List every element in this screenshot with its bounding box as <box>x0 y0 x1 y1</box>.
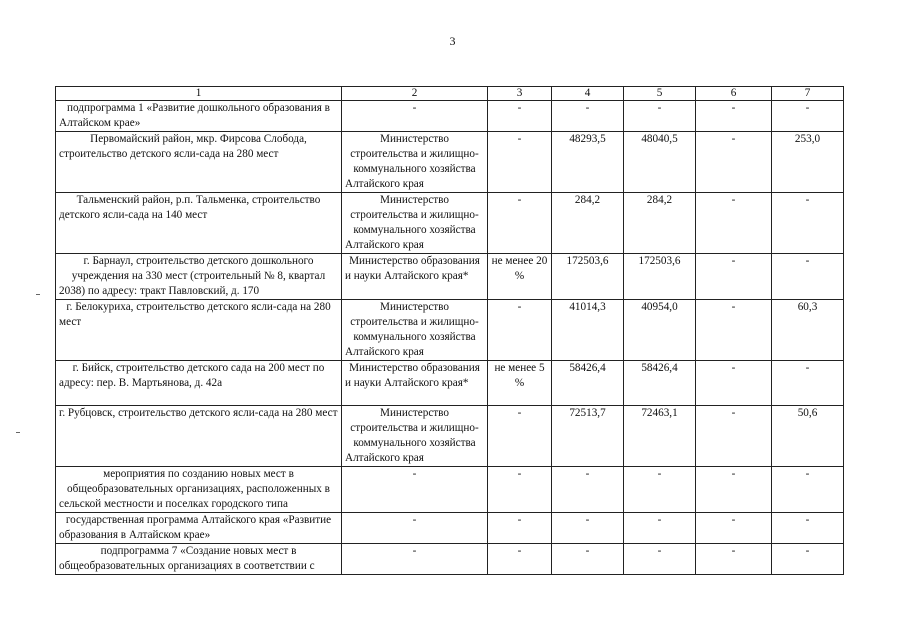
column-header: 7 <box>772 87 844 101</box>
column-header: 2 <box>342 87 488 101</box>
share-cell: не менее 20 % <box>488 254 552 300</box>
share-cell: не менее 5 % <box>488 361 552 406</box>
item-name: мероприятия по созданию новых мест в общеобразовательных организациях, расположенных в сельской местности и поселках городского типа <box>56 467 342 513</box>
value-cell: - <box>552 513 624 544</box>
responsible-cell: Министерство строительства и жилищно-коммунального хозяйства Алтайского края <box>342 406 488 467</box>
responsible-cell: Министерство строительства и жилищно-коммунального хозяйства Алтайского края <box>342 132 488 193</box>
share-cell: - <box>488 467 552 513</box>
value-cell: - <box>696 193 772 254</box>
table-row <box>56 300 844 361</box>
share-cell: - <box>488 101 552 132</box>
item-name: подпрограмма 1 «Развитие дошкольного образования в Алтайском крае» <box>56 101 342 132</box>
item-name: Тальменский район, р.п. Тальменка, строительство детского ясли-сада на 140 мест <box>56 193 342 254</box>
responsible-cell: - <box>342 101 488 132</box>
value-cell: - <box>552 467 624 513</box>
item-name: Первомайский район, мкр. Фирсова Слобода, строительство детского ясли-сада на 280 мест <box>56 132 342 193</box>
table-row <box>56 254 844 300</box>
column-header: 6 <box>696 87 772 101</box>
share-cell: - <box>488 193 552 254</box>
item-name: государственная программа Алтайского края «Развитие образования в Алтайском крае» <box>56 513 342 544</box>
value-cell: 48040,5 <box>624 132 696 193</box>
value-cell: - <box>772 513 844 544</box>
value-cell: 40954,0 <box>624 300 696 361</box>
value-cell: 60,3 <box>772 300 844 361</box>
program-table <box>55 86 844 575</box>
share-cell: - <box>488 544 552 575</box>
value-cell: - <box>772 467 844 513</box>
value-cell: - <box>696 254 772 300</box>
value-cell: - <box>696 467 772 513</box>
value-cell: - <box>772 254 844 300</box>
value-cell: 58426,4 <box>552 361 624 406</box>
value-cell: 58426,4 <box>624 361 696 406</box>
value-cell: 72513,7 <box>552 406 624 467</box>
value-cell: 72463,1 <box>624 406 696 467</box>
value-cell: 284,2 <box>624 193 696 254</box>
value-cell: - <box>696 544 772 575</box>
share-cell: - <box>488 406 552 467</box>
value-cell: - <box>624 467 696 513</box>
value-cell: - <box>696 513 772 544</box>
value-cell: 50,6 <box>772 406 844 467</box>
table-row <box>56 406 844 467</box>
item-name: г. Белокуриха, строительство детского ясли-сада на 280 мест <box>56 300 342 361</box>
value-cell: - <box>696 361 772 406</box>
column-header: 3 <box>488 87 552 101</box>
page-number: 3 <box>449 34 456 48</box>
value-cell: - <box>624 544 696 575</box>
item-name: г. Барнаул, строительство детского дошкольного учреждения на 330 мест (строительный № 8, квартал 2038) по адресу: тракт Павловский, д. 170 <box>56 254 342 300</box>
margin-mark <box>36 294 40 295</box>
value-cell: - <box>696 406 772 467</box>
responsible-cell: Министерство строительства и жилищно-коммунального хозяйства Алтайского края <box>342 300 488 361</box>
responsible-cell: Министерство строительства и жилищно-коммунального хозяйства Алтайского края <box>342 193 488 254</box>
responsible-cell: - <box>342 513 488 544</box>
responsible-cell: - <box>342 544 488 575</box>
value-cell: - <box>552 544 624 575</box>
value-cell: - <box>624 513 696 544</box>
column-header: 5 <box>624 87 696 101</box>
table-row <box>56 544 844 575</box>
table-row <box>56 193 844 254</box>
share-cell: - <box>488 132 552 193</box>
table-row <box>56 361 844 406</box>
value-cell: 172503,6 <box>624 254 696 300</box>
header-row <box>56 87 844 101</box>
value-cell: - <box>772 193 844 254</box>
value-cell: 172503,6 <box>552 254 624 300</box>
column-header: 4 <box>552 87 624 101</box>
item-name: г. Рубцовск, строительство детского ясли-сада на 280 мест <box>56 406 342 467</box>
column-header: 1 <box>56 87 342 101</box>
value-cell: - <box>772 544 844 575</box>
value-cell: - <box>696 300 772 361</box>
table-row <box>56 132 844 193</box>
value-cell: 48293,5 <box>552 132 624 193</box>
share-cell: - <box>488 513 552 544</box>
share-cell: - <box>488 300 552 361</box>
responsible-cell: - <box>342 467 488 513</box>
value-cell: - <box>696 132 772 193</box>
value-cell: - <box>552 101 624 132</box>
value-cell: 253,0 <box>772 132 844 193</box>
table-row <box>56 513 844 544</box>
margin-mark <box>16 432 20 433</box>
table-row <box>56 467 844 513</box>
item-name: г. Бийск, строительство детского сада на 200 мест по адресу: пер. В. Мартьянова, д. 42а <box>56 361 342 406</box>
responsible-cell: Министерство образования и науки Алтайского края* <box>342 254 488 300</box>
value-cell: - <box>696 101 772 132</box>
value-cell: 41014,3 <box>552 300 624 361</box>
responsible-cell: Министерство образования и науки Алтайского края* <box>342 361 488 406</box>
value-cell: - <box>772 101 844 132</box>
value-cell: 284,2 <box>552 193 624 254</box>
value-cell: - <box>624 101 696 132</box>
table-row <box>56 101 844 132</box>
item-name: подпрограмма 7 «Создание новых мест в общеобразовательных организациях в соответствии с <box>56 544 342 575</box>
value-cell: - <box>772 361 844 406</box>
